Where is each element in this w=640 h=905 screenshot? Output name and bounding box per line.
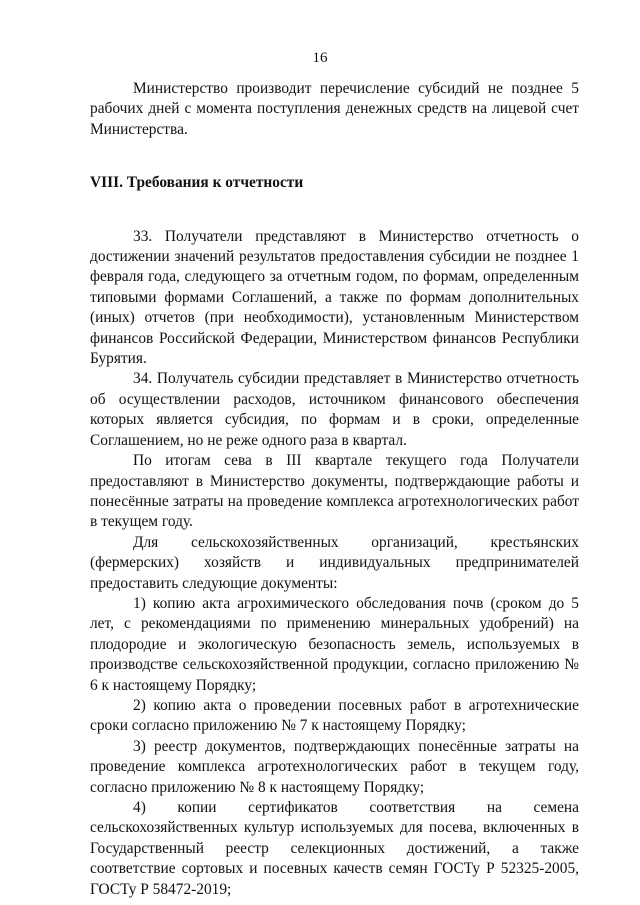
list-item-4: 4) копии сертификатов соответствия на семена сельскохозяйственных культур используемых для посева, включенных в Государственный реестр селекционных достижений, а также соответствие сортовых и посевных качеств семян ГОСТу Р 52325-2005, ГОСТу Р 58472-2019; (90, 799, 579, 898)
section-heading: VIII. Требования к отчетности (90, 174, 304, 192)
paragraph-33: 33. Получатели представляют в Министерство отчетность о достижении значений результатов предоставления субсидии не позднее 1 февраля года, следующего за отчетным годом, по формам, определенным типовыми формами Соглашений, а также по формам дополнительных (иных) отчетов (при необходимости), установленным Министерством финансов Российской Федерации, Министерством финансов Республики Бурятия. (90, 227, 579, 368)
document-body (90, 79, 579, 900)
list-item-2: 2) копию акта о проведении посевных работ в агротехнические сроки согласно приложению № 7 к настоящему Порядку; (90, 696, 579, 735)
paragraph-sowing-results: По итогам сева в III квартале текущего года Получатели предоставляют в Министерство документы, подтверждающие работы и понесённые затраты на проведение комплекса агротехнологических работ в текущем году. (90, 452, 579, 531)
paragraph-documents-intro: Для сельскохозяйственных организаций, крестьянских (фермерских) хозяйств и индивидуальных предпринимателей предоставить следующие документы: (90, 533, 579, 592)
paragraph-transfer-terms: Министерство производит перечисление субсидий не позднее 5 рабочих дней с момента поступления денежных средств на лицевой счет Министерства. (90, 80, 579, 138)
list-item-3: 3) реестр документов, подтверждающих понесённые затраты на проведение комплекса агротехнологических работ в текущем году, согласно приложению № 8 к настоящему Порядку; (90, 737, 579, 796)
page-number: 16 (312, 50, 328, 66)
paragraph-34: 34. Получатель субсидии представляет в Министерство отчетность об осуществлении расходов, источником финансового обеспечения которых является субсидия, по формам и в сроки, определенные Соглашением, но не реже одного раза в квартал. (90, 370, 579, 449)
list-item-1: 1) копию акта агрохимического обследования почв (сроком до 5 лет, с рекомендациями по применению минеральных удобрений) на плодородие и экологическую безопасность земель, используемых в производстве сельскохозяйственной продукции, согласно приложению № 6 к настоящему Порядку; (90, 594, 579, 694)
